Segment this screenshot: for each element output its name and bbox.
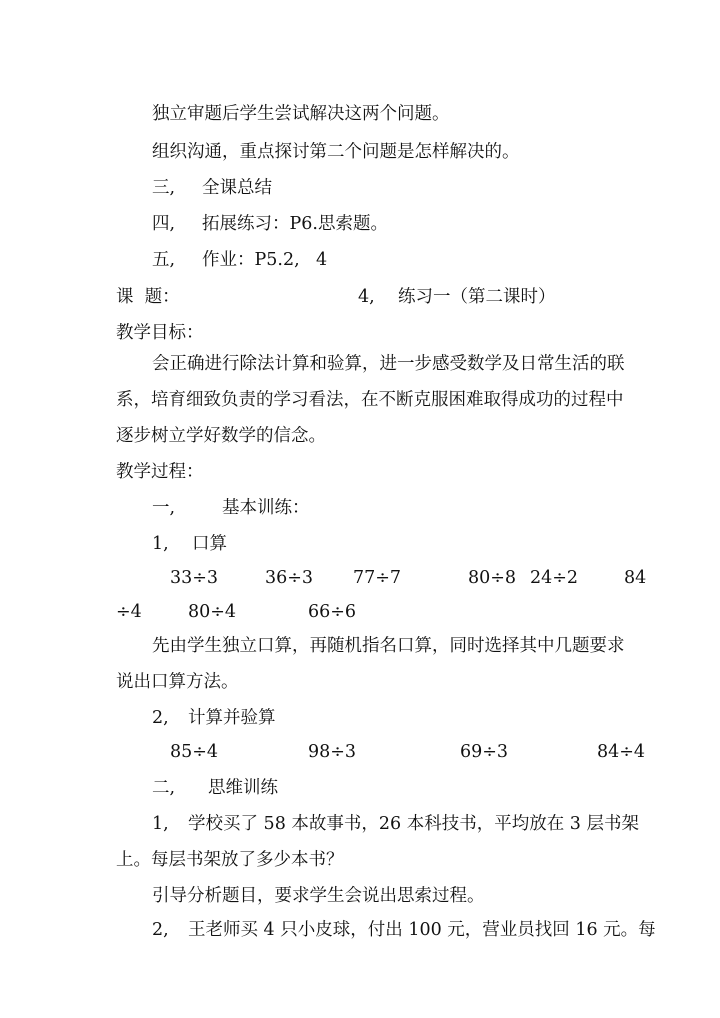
text-line: 王老师买 4 只小皮球，付出 100 元，营业员找回 16 元。每 bbox=[188, 920, 656, 940]
section-heading: 全课总结 bbox=[202, 178, 272, 198]
section-number: 三, bbox=[152, 178, 176, 198]
section-number: 四, bbox=[152, 214, 176, 234]
text-line: 学校买了 58 本故事书，26 本科技书，平均放在 3 层书架 bbox=[188, 814, 639, 834]
math-expression: 33÷3 bbox=[170, 568, 219, 588]
item-heading: 口算 bbox=[192, 534, 227, 554]
section-number: 二, bbox=[152, 778, 176, 798]
math-expression: 24÷2 bbox=[530, 568, 579, 588]
math-expression: 36÷3 bbox=[265, 568, 314, 588]
text-line: 上。每层书架放了多少本书？ bbox=[116, 850, 344, 870]
math-expression: 85÷4 bbox=[170, 742, 219, 762]
text-line: 逐步树立学好数学的信念。 bbox=[116, 426, 326, 446]
process-heading: 教学过程： bbox=[116, 462, 204, 482]
text-line: 引导分析题目，要求学生会说出思索过程。 bbox=[152, 886, 485, 906]
math-expression: 84÷4 bbox=[597, 742, 646, 762]
text-line: 独立审题后学生尝试解决这两个问题。 bbox=[152, 104, 450, 124]
text-line: 先由学生独立口算，再随机指名口算，同时选择其中几题要求 bbox=[152, 636, 625, 656]
math-expression: 98÷3 bbox=[308, 742, 357, 762]
math-expression: 69÷3 bbox=[460, 742, 509, 762]
section-number: 一, bbox=[152, 498, 176, 518]
section-heading: 拓展练习：P6.思索题。 bbox=[202, 214, 388, 234]
math-expression: ÷4 bbox=[116, 602, 142, 622]
text-line: 说出口算方法。 bbox=[116, 672, 239, 692]
text-line: 组织沟通，重点探讨第二个问题是怎样解决的。 bbox=[152, 142, 520, 162]
goal-heading: 教学目标： bbox=[116, 323, 204, 343]
math-expression: 66÷6 bbox=[308, 602, 357, 622]
topic-title: 练习一（第二课时） bbox=[398, 287, 556, 307]
topic-number: 4, bbox=[358, 287, 375, 307]
section-heading: 基本训练： bbox=[222, 498, 310, 518]
item-heading: 计算并验算 bbox=[188, 708, 276, 728]
text-line: 系，培育细致负责的学习看法，在不断克服困难取得成功的过程中 bbox=[116, 390, 624, 410]
text-fragment: 4 bbox=[316, 250, 328, 270]
topic-label: 课 题： bbox=[116, 287, 180, 307]
math-expression: 77÷7 bbox=[353, 568, 402, 588]
item-number: 2, bbox=[152, 708, 169, 728]
item-number: 2, bbox=[152, 920, 169, 940]
section-heading: 作业：P5.2, bbox=[202, 250, 300, 270]
math-expression: 84 bbox=[624, 568, 647, 588]
math-expression: 80÷8 bbox=[468, 568, 517, 588]
text-line: 会正确进行除法计算和验算，进一步感受数学及日常生活的联 bbox=[152, 354, 625, 374]
section-heading: 思维训练 bbox=[208, 778, 278, 798]
math-expression: 80÷4 bbox=[188, 602, 237, 622]
item-number: 1, bbox=[152, 814, 169, 834]
section-number: 五, bbox=[152, 250, 176, 270]
item-number: 1, bbox=[152, 534, 169, 554]
